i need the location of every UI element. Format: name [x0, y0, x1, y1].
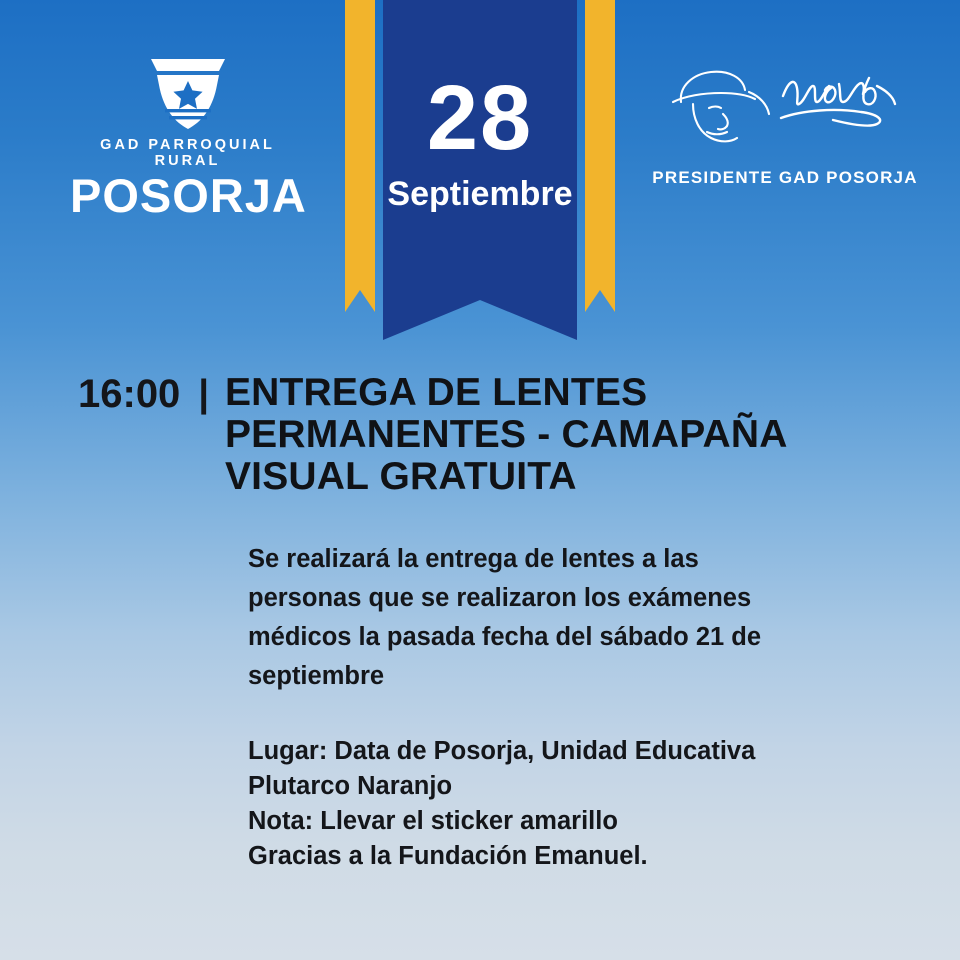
detail-line: Plutarco Naranjo: [248, 772, 453, 800]
banner-ribbon-right: [585, 0, 615, 290]
detail-line: Lugar: Data de Posorja, Unidad Educativa: [248, 737, 756, 765]
event-content: [0, 372, 960, 874]
president-caption: PRESIDENTE GAD POSORJA: [652, 168, 918, 187]
org-pretitle: GAD PARROQUIAL RURAL: [100, 137, 275, 169]
org-name: POSORJA: [70, 169, 307, 222]
president-signature-block: [650, 62, 920, 188]
banner-ribbon-left: [345, 0, 375, 290]
detail-line: Nota: Llevar el sticker amarillo: [248, 807, 618, 835]
event-month: Septiembre: [387, 175, 573, 213]
portrait-hat-signature-icon: [663, 62, 908, 154]
event-details: [248, 734, 848, 874]
event-time: 16:00: [78, 372, 181, 416]
event-headline: [0, 372, 960, 498]
event-day: 28: [426, 67, 534, 169]
headline-separator: |: [198, 373, 209, 415]
detail-line: Gracias a la Fundación Emanuel.: [248, 842, 648, 870]
event-title: ENTREGA DE LENTES PERMANENTES - CAMAPAÑA VISUAL GRATUITA: [224, 371, 787, 498]
gad-logo-block: [70, 55, 305, 221]
shield-star-icon: [145, 55, 231, 131]
date-banner: [345, 0, 615, 340]
event-description: Se realizará la entrega de lentes a las personas que se realizaron los exámenes médicos la pasada fecha del sábado 21 de septiembre: [248, 545, 762, 690]
